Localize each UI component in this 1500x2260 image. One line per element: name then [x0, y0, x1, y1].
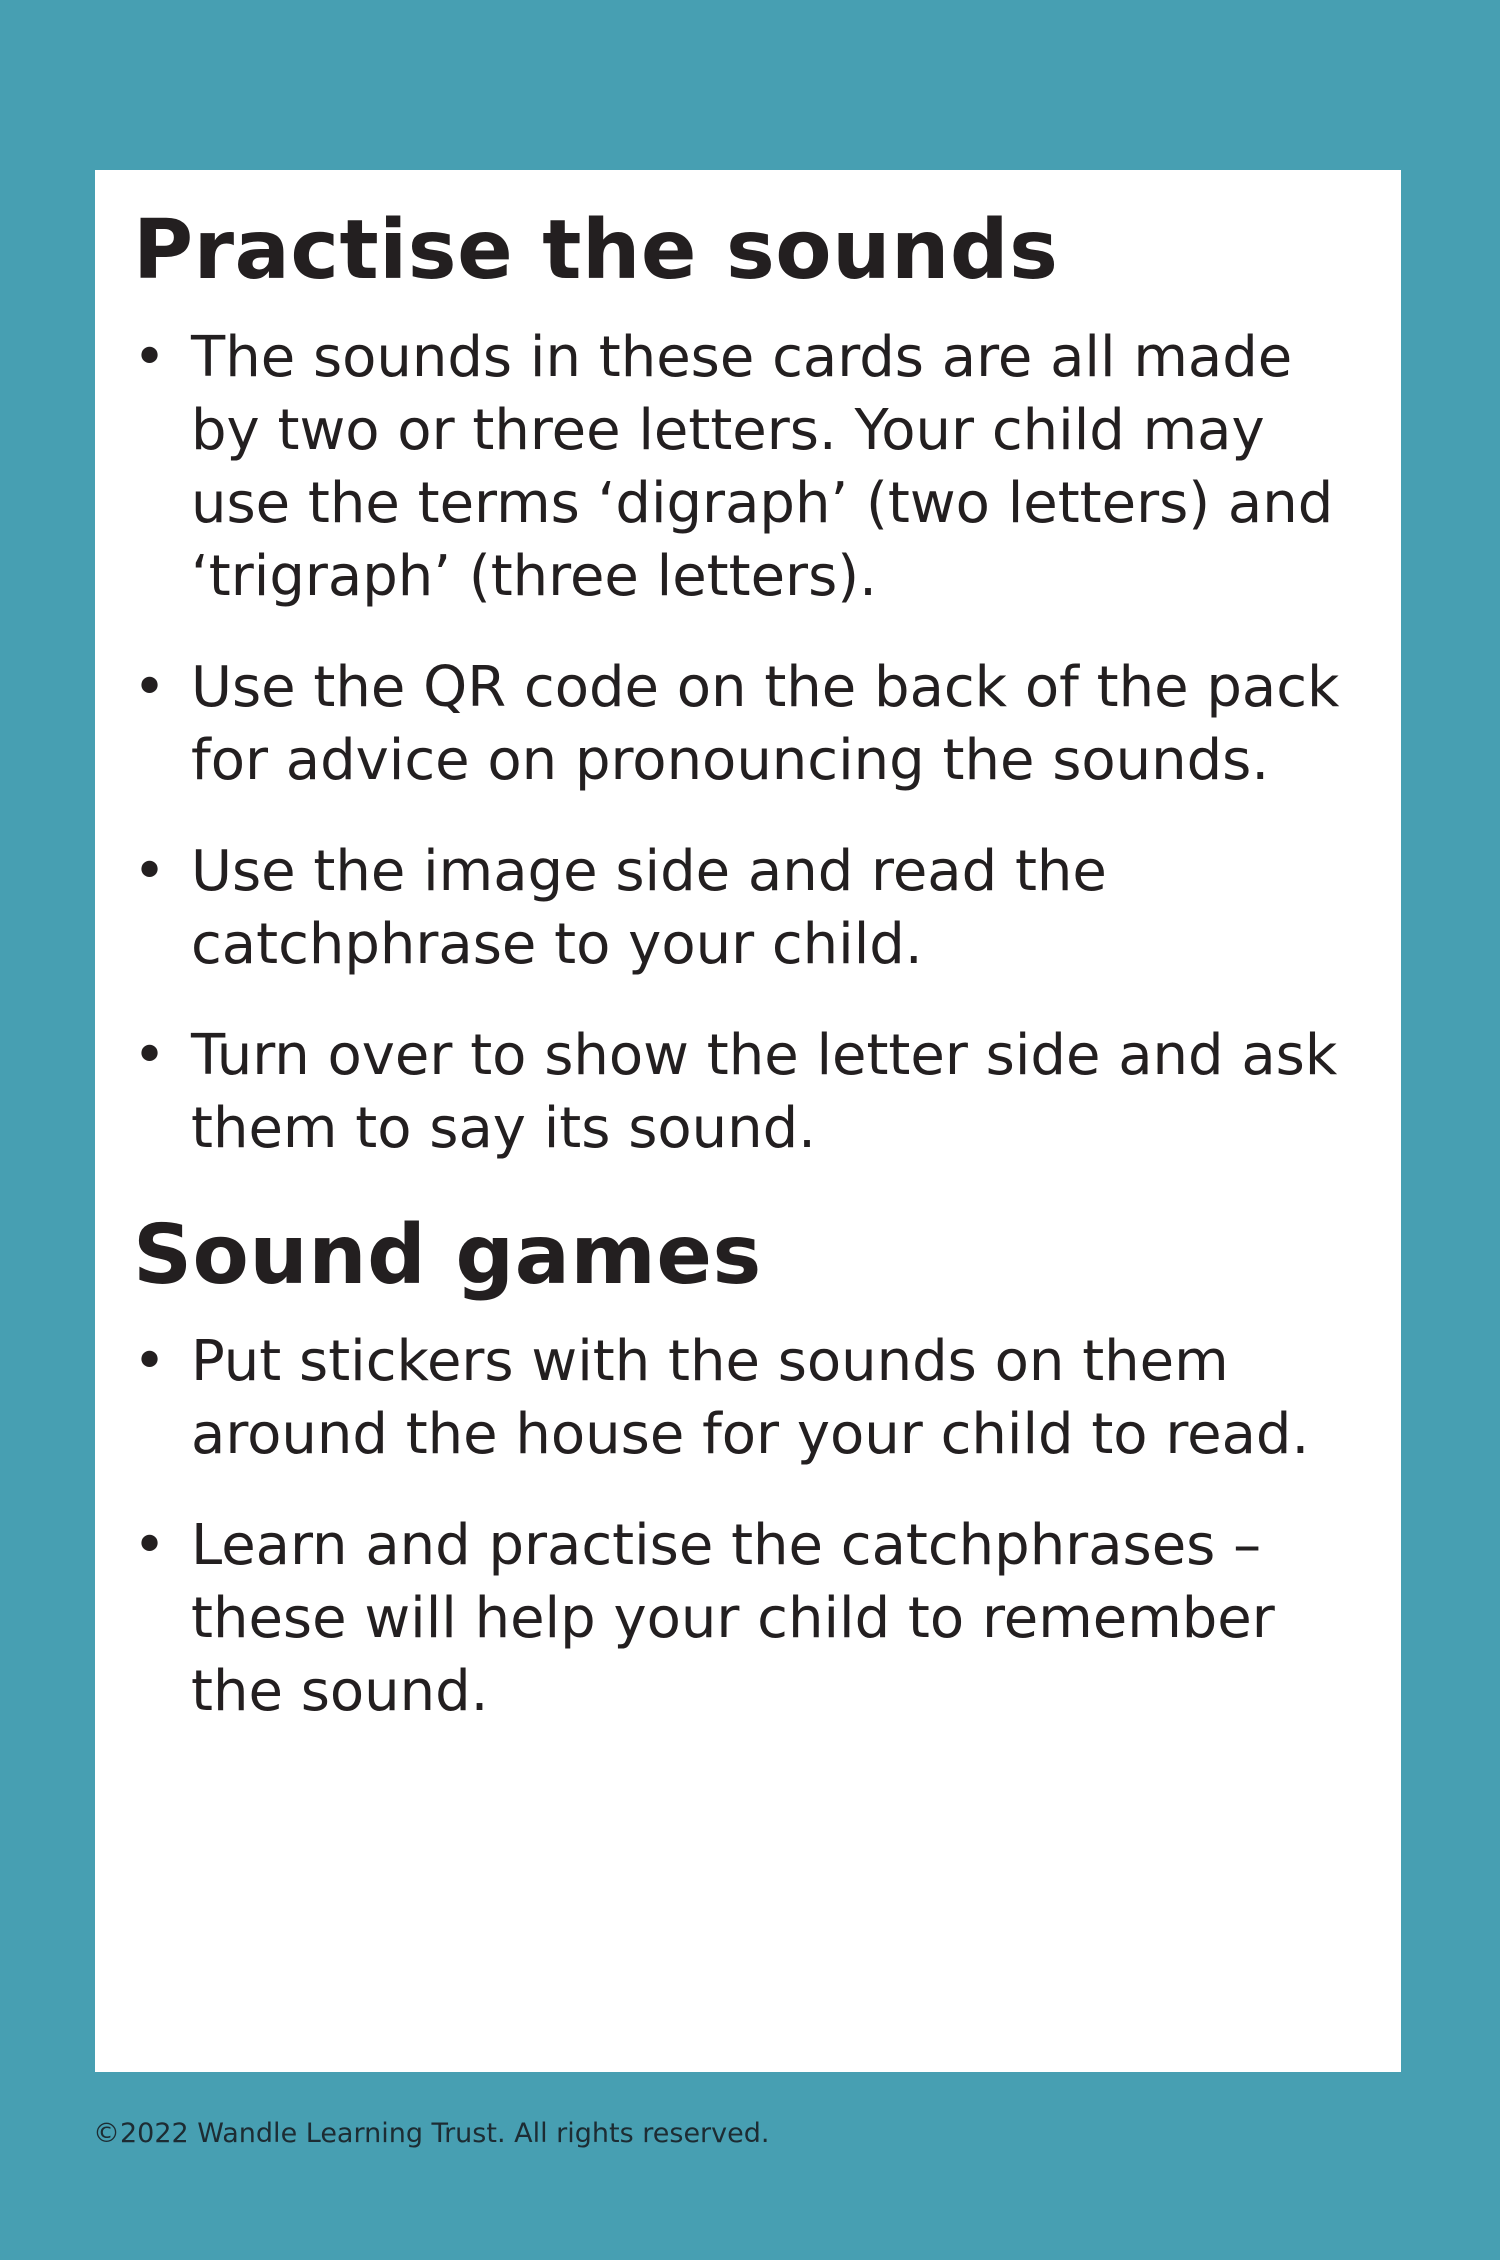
bullet-icon: •: [133, 838, 167, 904]
list-item-text: Learn and practise the catchphrases – these will help your child to remember the sound.: [191, 1513, 1275, 1724]
list-item: [133, 1019, 1361, 1165]
bullet-icon: •: [133, 1513, 167, 1578]
instruction-card: [95, 170, 1401, 2072]
bullet-icon: •: [133, 1329, 167, 1394]
practise-list: [133, 321, 1361, 1165]
list-item: [133, 835, 1361, 981]
list-item: [133, 321, 1361, 613]
sound-games-list: [133, 1325, 1361, 1728]
list-item-text: Turn over to show the letter side and ask them to say its sound.: [191, 1022, 1338, 1161]
copyright-footer: ©2022 Wandle Learning Trust. All rights reserved.: [93, 2118, 770, 2149]
list-item: [133, 1325, 1361, 1471]
section-title-sound-games: Sound games: [133, 1207, 762, 1303]
list-item-text: The sounds in these cards are all made by two or three letters. Your child may use the terms ‘digraph’ (two letters) and ‘trigraph’ (three letters).: [191, 324, 1334, 609]
bullet-icon: •: [133, 1022, 167, 1088]
list-item: [133, 651, 1361, 797]
list-item-text: Use the QR code on the back of the pack for advice on pronouncing the sounds.: [191, 654, 1340, 793]
section-title-practise: Practise the sounds: [133, 203, 1059, 298]
bullet-icon: •: [133, 324, 167, 390]
list-item: [133, 1509, 1361, 1728]
list-item-text: Use the image side and read the catchphrase to your child.: [191, 838, 1107, 977]
bullet-icon: •: [133, 654, 167, 720]
list-item-text: Put stickers with the sounds on them around the house for your child to read.: [191, 1329, 1310, 1467]
